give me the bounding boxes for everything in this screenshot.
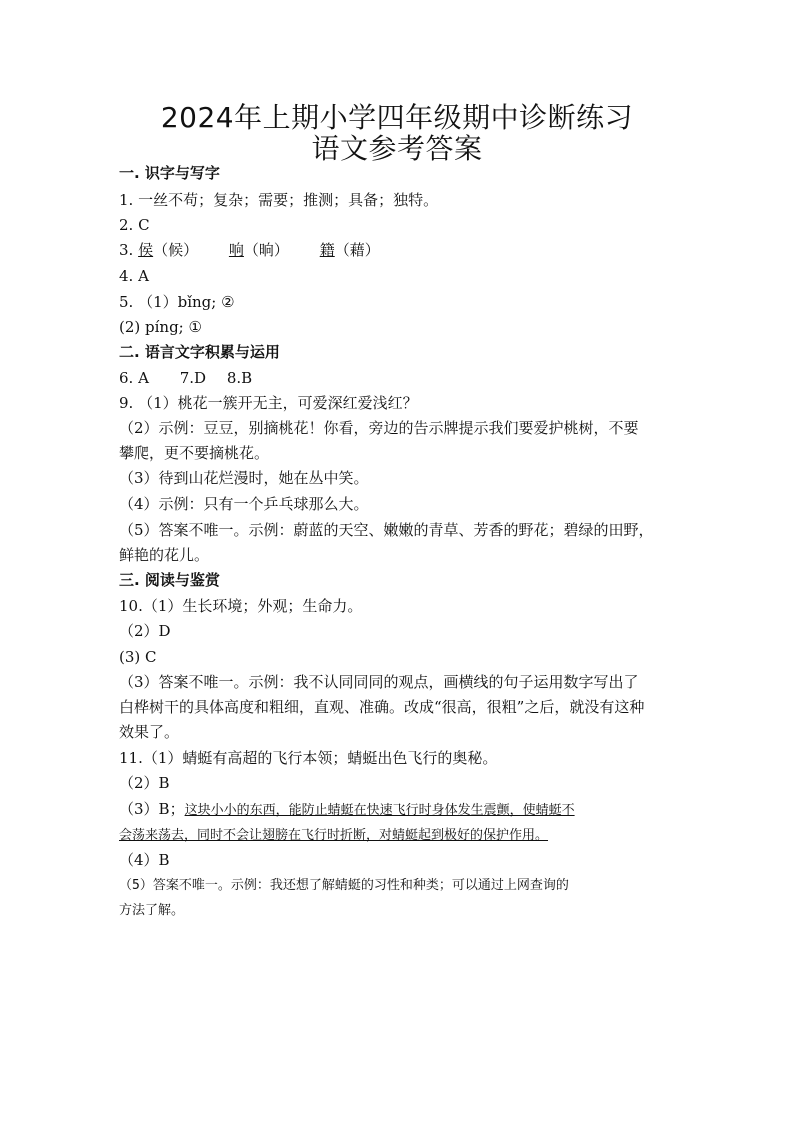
answer-6-8 bbox=[119, 371, 689, 386]
answer-11-part-3-line-2 bbox=[119, 827, 689, 842]
answer-2: 2. C bbox=[119, 216, 150, 234]
answer-9-part-5-line-1: （5）答案不唯一。示例：蔚蓝的天空、嫩嫩的青草、芳香的野花；碧绿的田野， bbox=[119, 521, 654, 539]
answer-10-part-4-line-2: 白桦树干的具体高度和粗细，直观、准确。改成“很高，很粗”之后，就没有这种 bbox=[119, 698, 645, 716]
answer-10-part-4-line-3: 效果了。 bbox=[119, 723, 180, 741]
answer-10-part-1: 10.（1）生长环境；外观；生命力。 bbox=[119, 597, 363, 615]
answer-9-part-2-line-1: （2）示例：豆豆，别摘桃花！你看，旁边的告示牌提示我们要爱护桃树，不要 bbox=[119, 419, 639, 437]
answer-5-part-2: (2) píng; ① bbox=[119, 318, 202, 336]
section-heading-2: 二. 语言文字积累与运用 bbox=[119, 343, 280, 361]
answer-6: 6. A bbox=[119, 369, 149, 387]
answer-9-part-5-line-2: 鲜艳的花儿。 bbox=[119, 546, 210, 564]
answer-3-char-1: 侯 bbox=[138, 241, 154, 259]
answer-11-part-2: （2）B bbox=[119, 774, 170, 792]
answer-11-part-5-line-1: （5）答案不唯一。示例：我还想了解蜻蜓的习性和种类；可以通过上网查询的 bbox=[119, 878, 569, 893]
answer-5-part-1: 5. （1）bǐng; ② bbox=[119, 293, 235, 311]
answer-11-part-3-underlined-2: 会荡来荡去，同时不会让翅膀在飞行时折断，对蜻蜓起到极好的保护作用。 bbox=[119, 828, 549, 843]
answer-7: 7.D bbox=[179, 369, 207, 387]
answer-9-part-4: （4）示例：只有一个乒乓球那么大。 bbox=[119, 495, 369, 513]
answer-11-part-3-underlined-1: 这块小小的东西，能防止蜻蜓在快速飞行时身体发生震颤，使蜻蜓不 bbox=[184, 803, 575, 818]
answer-10-part-4-line-1: （3）答案不唯一。示例：我不认同同同的观点，画横线的句子运用数字写出了 bbox=[119, 673, 639, 691]
answer-1: 1. 一丝不苟；复杂；需要；推测；具备；独特。 bbox=[119, 191, 439, 209]
answer-3-char-2: 响 bbox=[228, 241, 244, 259]
page-title: 2024年上期小学四年级期中诊断练习 bbox=[160, 101, 634, 134]
answer-3-correction-2: （晌） bbox=[243, 241, 289, 259]
answer-11-part-4: （4）B bbox=[119, 851, 170, 869]
answer-3-correction-3: （藉） bbox=[334, 241, 380, 259]
answer-11-part-1: 11.（1）蜻蜓有高超的飞行本领；蜻蜓出色飞行的奥秘。 bbox=[119, 749, 498, 767]
answer-9-part-3: （3）待到山花烂漫时，她在丛中笑。 bbox=[119, 469, 369, 487]
answer-3-char-3: 籍 bbox=[319, 241, 335, 259]
section-heading-3: 三. 阅读与鉴赏 bbox=[119, 571, 220, 589]
answer-10-part-2: （2）D bbox=[119, 622, 171, 640]
section-heading-1: 一. 识字与写字 bbox=[119, 164, 220, 182]
answer-8: 8.B bbox=[226, 369, 253, 387]
answer-9-part-2-line-2: 攀爬，更不要摘桃花。 bbox=[119, 444, 270, 462]
answer-10-part-3: (3) C bbox=[119, 648, 157, 666]
answer-3-number: 3. bbox=[119, 241, 134, 259]
answer-9-part-1: 9. （1）桃花一簇开无主，可爱深红爱浅红？ bbox=[119, 394, 418, 412]
answer-3-correction-1: （候） bbox=[153, 241, 199, 259]
answer-4: 4. A bbox=[119, 267, 149, 285]
answer-11-part-5-line-2: 方法了解。 bbox=[119, 903, 185, 918]
answer-11-part-3-prefix: （3）B； bbox=[119, 800, 185, 818]
answer-3 bbox=[119, 243, 689, 258]
answer-11-part-3-line-1 bbox=[119, 802, 689, 817]
page-subtitle: 语文参考答案 bbox=[311, 132, 483, 165]
